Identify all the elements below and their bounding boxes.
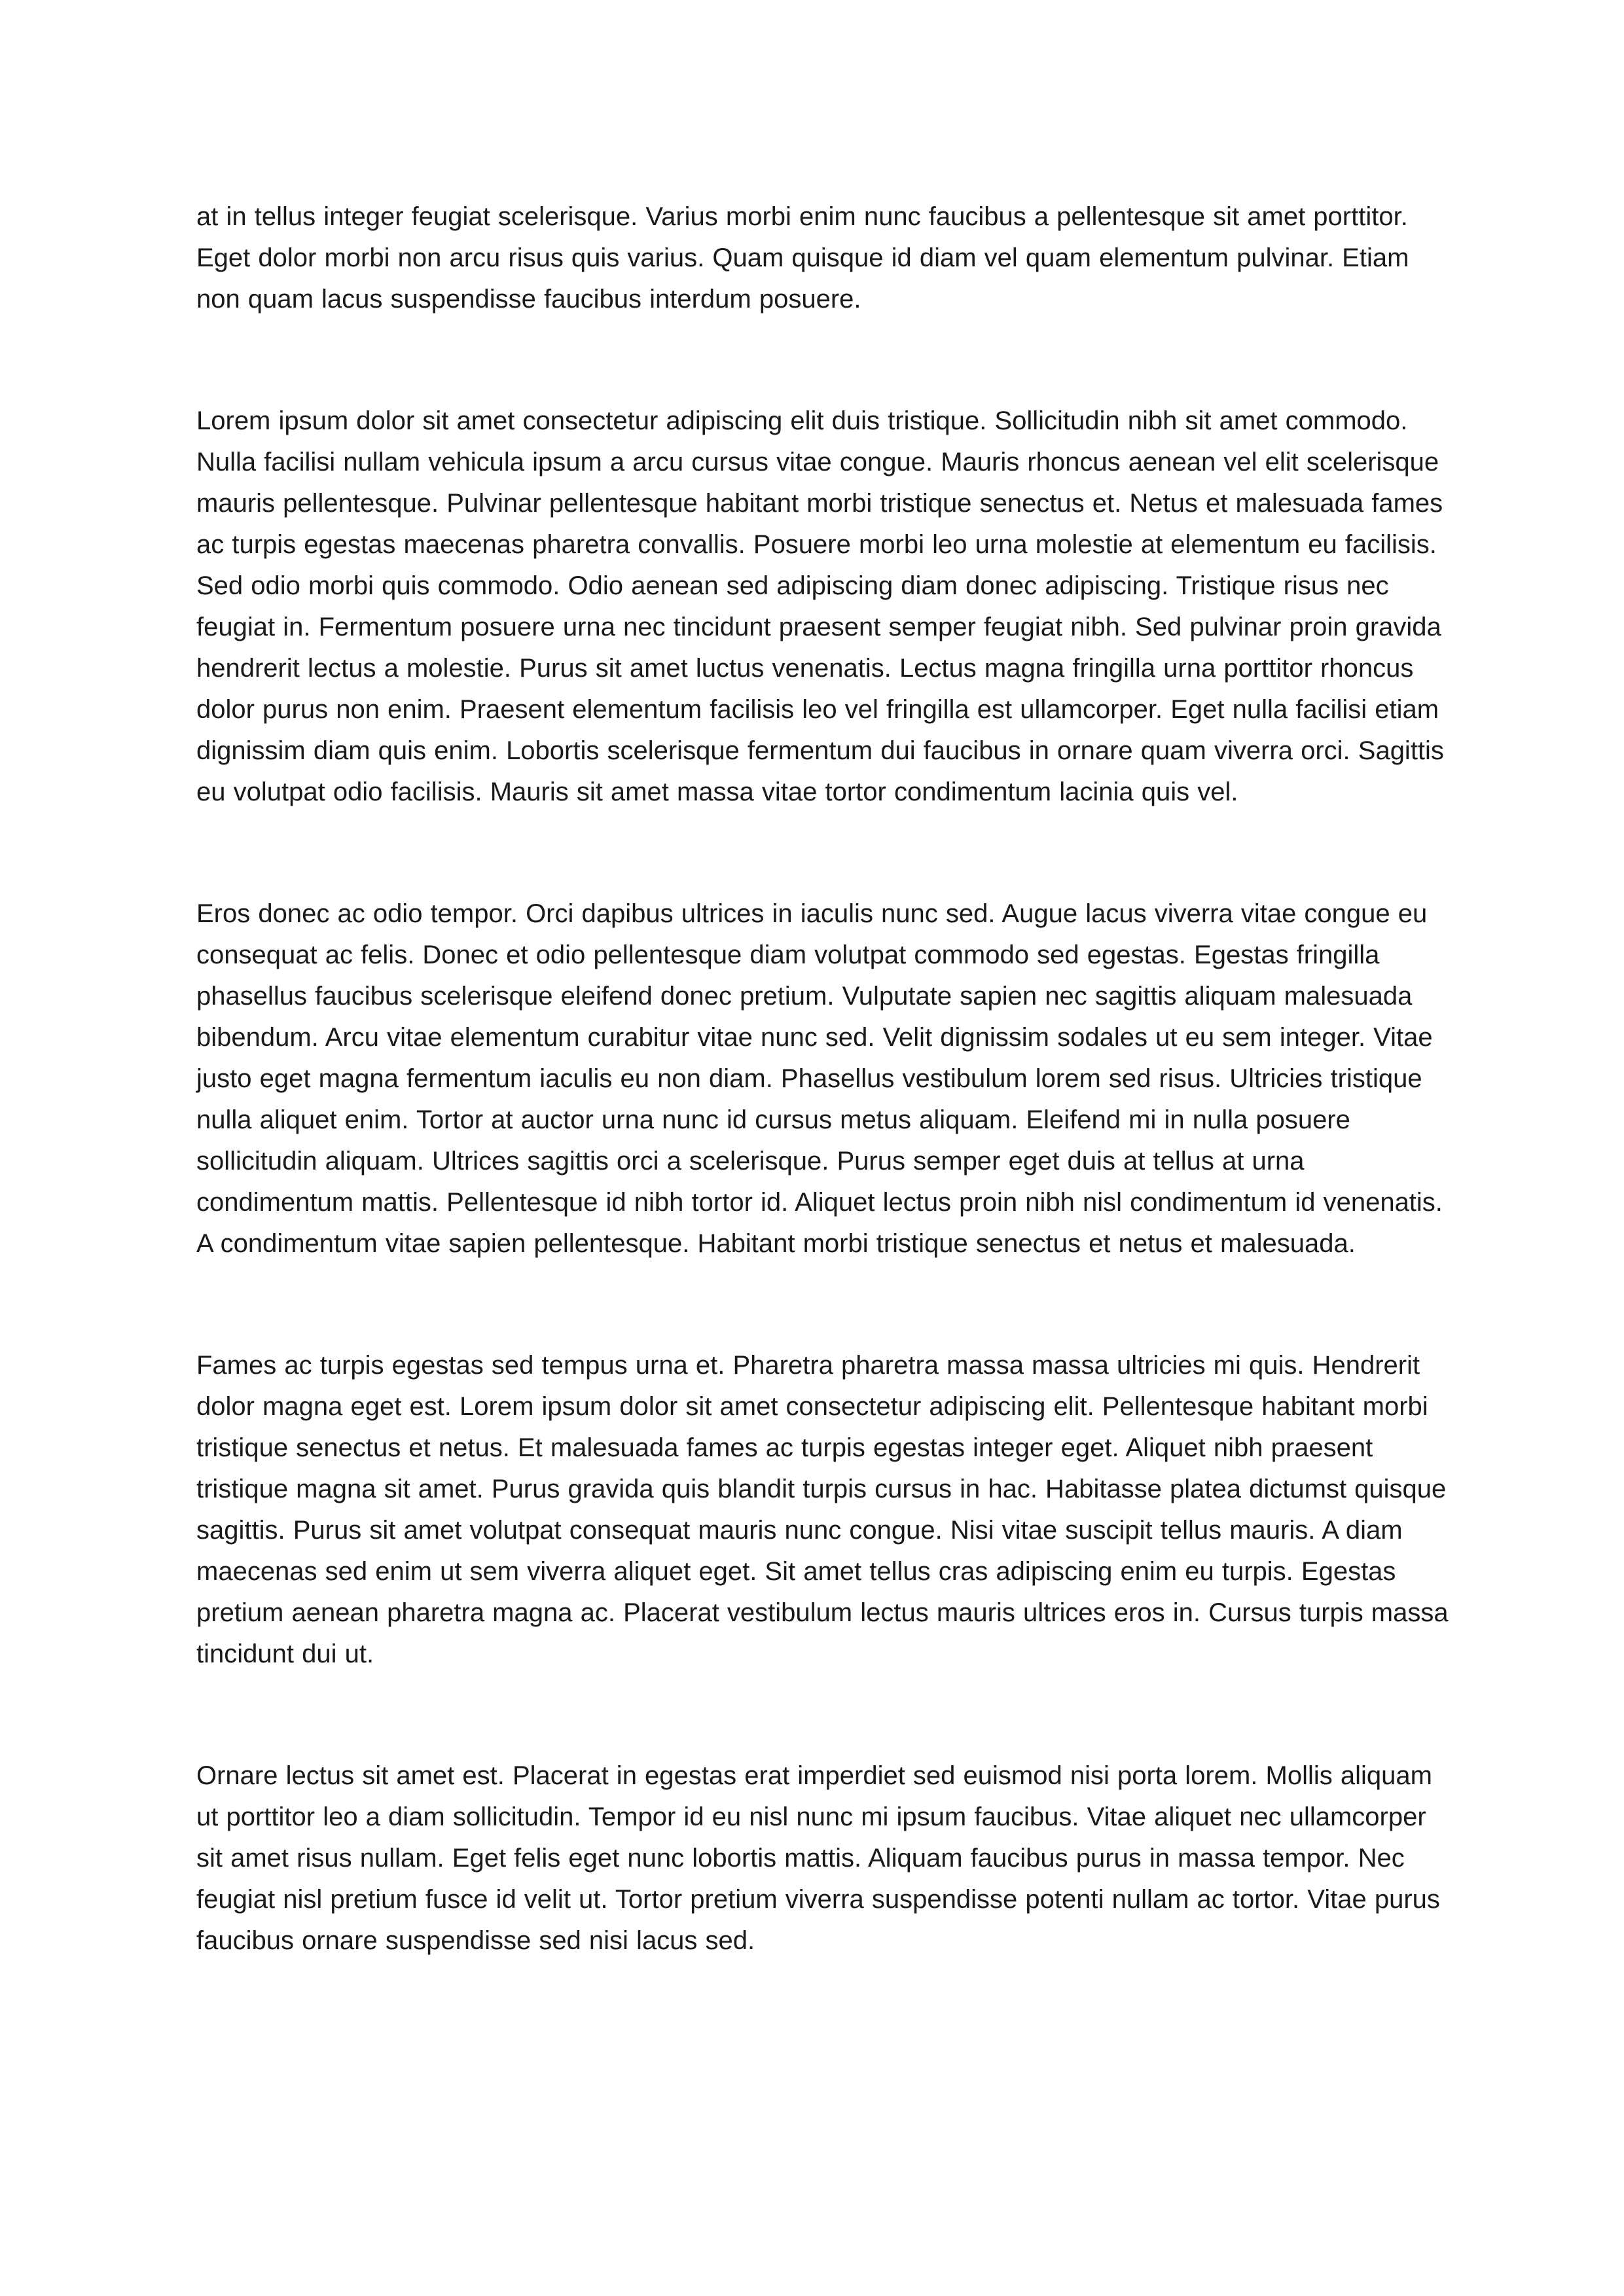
paragraph: Ornare lectus sit amet est. Placerat in egestas erat imperdiet sed euismod nisi porta lorem. Mollis aliquam ut porttitor leo a diam sollicitudin. Tempor id eu nisl nunc mi ipsum faucibus. Vitae aliquet nec ullamcorper sit amet risus nullam. Eget felis eget nunc lobortis mattis. Aliquam faucibus purus in massa tempor. Nec feugiat nisl pretium fusce id velit ut. Tortor pretium viverra suspendisse potenti nullam ac tortor. Vitae purus faucibus ornare suspendisse sed nisi lacus sed. [196,1761,1440,1955]
paragraph: at in tellus integer feugiat scelerisque. Varius morbi enim nunc faucibus a pellentesque sit amet porttitor. Eget dolor morbi non arcu risus quis varius. Quam quisque id diam vel quam elementum pulvinar. Etiam non quam lacus suspendisse faucibus interdum posuere. [196,202,1409,314]
paragraph: Lorem ipsum dolor sit amet consectetur adipiscing elit duis tristique. Sollicitudin nibh sit amet commodo. Nulla facilisi nullam vehicula ipsum a arcu cursus vitae congue. Mauris rhoncus aenean vel elit scelerisque mauris pellentesque. Pulvinar pellentesque habitant morbi tristique senectus et. Netus et malesuada fames ac turpis egestas maecenas pharetra convallis. Posuere morbi leo urna molestie at elementum eu facilisis. Sed odio morbi quis commodo. Odio aenean sed adipiscing diam donec adipiscing. Tristique risus nec feugiat in. Fermentum posuere urna nec tincidunt praesent semper feugiat nibh. Sed pulvinar proin gravida hendrerit lectus a molestie. Purus sit amet luctus venenatis. Lectus magna fringilla urna porttitor rhoncus dolor purus non enim. Praesent elementum facilisis leo vel fringilla est ullamcorper. Eget nulla facilisi etiam dignissim diam quis enim. Lobortis scelerisque fermentum dui faucibus in ornare quam viverra orci. Sagittis eu volutpat odio facilisis. Mauris sit amet massa vitae tortor condimentum lacinia quis vel. [196,406,1444,806]
paragraph: Eros donec ac odio tempor. Orci dapibus ultrices in iaculis nunc sed. Augue lacus viverra vitae congue eu consequat ac felis. Donec et odio pellentesque diam volutpat commodo sed egestas. Egestas fringilla phasellus faucibus scelerisque eleifend donec pretium. Vulputate sapien nec sagittis aliquam malesuada bibendum. Arcu vitae elementum curabitur vitae nunc sed. Velit dignissim sodales ut eu sem integer. Vitae justo eget magna fermentum iaculis eu non diam. Phasellus vestibulum lorem sed risus. Ultricies tristique nulla aliquet enim. Tortor at auctor urna nunc id cursus metus aliquam. Eleifend mi in nulla posuere sollicitudin aliquam. Ultrices sagittis orci a scelerisque. Purus semper eget duis at tellus at urna condimentum mattis. Pellentesque id nibh tortor id. Aliquet lectus proin nibh nisl condimentum id venenatis. A condimentum vitae sapien pellentesque. Habitant morbi tristique senectus et netus et malesuada. [196,899,1443,1258]
paragraph: Fames ac turpis egestas sed tempus urna et. Pharetra pharetra massa massa ultricies mi quis. Hendrerit dolor magna eget est. Lorem ipsum dolor sit amet consectetur adipiscing elit. Pellentesque habitant morbi tristique senectus et netus. Et malesuada fames ac turpis egestas integer eget. Aliquet nibh praesent tristique magna sit amet. Purus gravida quis blandit turpis cursus in hac. Habitasse platea dictumst quisque sagittis. Purus sit amet volutpat consequat mauris nunc congue. Nisi vitae suscipit tellus mauris. A diam maecenas sed enim ut sem viverra aliquet eget. Sit amet tellus cras adipiscing enim eu turpis. Egestas pretium aenean pharetra magna ac. Placerat vestibulum lectus mauris ultrices eros in. Cursus turpis massa tincidunt dui ut. [196,1351,1449,1668]
